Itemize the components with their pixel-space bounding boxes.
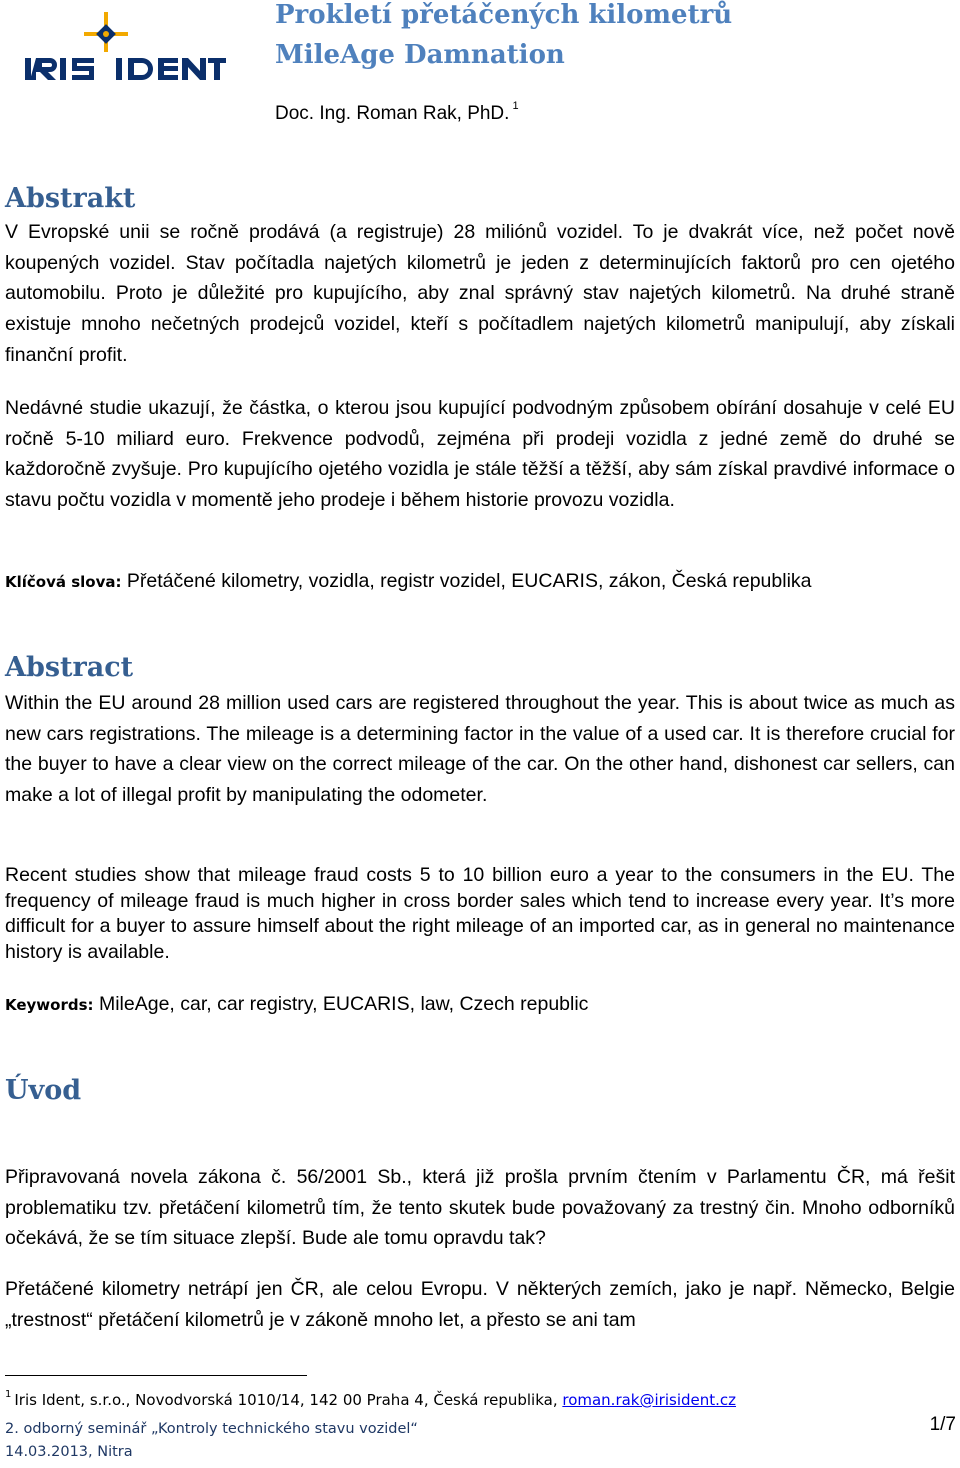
- footnote-mark: 1: [5, 1389, 12, 1400]
- footnote-text: Iris Ident, s.r.o., Novodvorská 1010/14, 142 00 Praha 4, Česká republika,: [14, 1391, 563, 1409]
- abstrakt-keywords: [5, 567, 960, 596]
- heading-abstrakt: Abstrakt: [5, 183, 136, 214]
- keywords-czech: Přetáčené kilometry, vozidla, registr vozidel, EUCARIS, zákon, Česká republika: [121, 570, 812, 592]
- footnote-separator: [5, 1375, 307, 1376]
- abstrakt-paragraph-1: V Evropské unii se ročně prodává (a registruje) 28 miliónů vozidel. To je dvakrát více, než počet nově koupených vozidel. Stav počítadla najetých kilometrů je jeden z determinujících faktorů pro cen ojetého automobilu. Proto je důležité pro kupujícího, aby znal správný stav najetých kilometrů. Na druhé straně existuje mnoho nečetných prodejců vozidel, kteří s počítadlem najetých kilometrů manipulují, aby získali finanční profit.: [5, 221, 955, 366]
- footnote-email-link[interactable]: roman.rak@irisident.cz: [562, 1391, 737, 1409]
- footer-date-place: 14.03.2013, Nitra: [5, 1444, 133, 1460]
- page-footer: [5, 1418, 418, 1464]
- uvod-paragraph-1: Připravovaná novela zákona č. 56/2001 Sb., která již prošla prvním čtením v Parlamentu ČR, má řešit problematiku tzv. přetáčení kilometrů tím, že tento skutek bude považovaný za trestný čin. Mnoho odborníků očekává, že se tím situace zlepší. Bude ale tomu opravdu tak?: [5, 1166, 955, 1250]
- author-name: Doc. Ing. Roman Rak, PhD.: [275, 103, 510, 124]
- footnote: [5, 1385, 736, 1410]
- uvod-paragraph-2: Přetáčené kilometry netrápí jen ČR, ale celou Evropu. V některých zemích, jako je např. Německo, Belgie „trestnost“ přetáčení kilometrů je v zákoně mnoho let, a přesto se ani tam: [5, 1278, 955, 1331]
- page-number: 1/7: [929, 1414, 956, 1435]
- keywords-label-czech: Klíčová slova:: [5, 573, 122, 591]
- abstrakt-paragraph-2: Nedávné studie ukazují, že částka, o kterou jsou kupující podvodným způsobem obírání dosahuje v celé EU ročně 5-10 miliard euro. Frekvence podvodů, zejména při prodeji vozidla z jedné země do druhé se každoročně zvyšuje. Pro kupujícího ojetého vozidla je stále těžší a těžší, aby sám získal pravdivé informace o stavu počtu vozidla v momentě jeho prodeje i během historie provozu vozidla.: [5, 397, 955, 512]
- footer-seminar: 2. odborný seminář „Kontroly technického stavu vozidel“: [5, 1421, 418, 1437]
- heading-abstract: Abstract: [5, 652, 134, 683]
- keywords-label-english: Keywords:: [5, 996, 94, 1014]
- keywords-english: MileAge, car, car registry, EUCARIS, law, Czech republic: [93, 993, 589, 1015]
- abstract-paragraph-2: Recent studies show that mileage fraud costs 5 to 10 billion euro a year to the consumers in the EU. The frequency of mileage fraud is much higher in cross border sales which tend to increase every year. It’s more difficult for a buyer to assure himself about the right mileage of an imported car, as in general no maintenance history is available.: [5, 864, 955, 963]
- paper-title-czech: Prokletí přetáčených kilometrů: [275, 0, 733, 30]
- author-line: [275, 100, 519, 125]
- paper-title-english: MileAge Damnation: [275, 40, 565, 70]
- heading-uvod: Úvod: [5, 1075, 82, 1106]
- iris-ident-logo: [22, 8, 227, 84]
- abstract-paragraph-1: Within the EU around 28 million used cars are registered throughout the year. This is about twice as much as new cars registrations. The mileage is a determining factor in the value of a used car. It is therefore crucial for the buyer to have a clear view on the correct mileage of the car. On the other hand, dishonest car sellers, can make a lot of illegal profit by manipulating the odometer.: [5, 692, 955, 807]
- abstract-keywords: [5, 990, 960, 1019]
- author-footnote-mark: 1: [512, 100, 519, 112]
